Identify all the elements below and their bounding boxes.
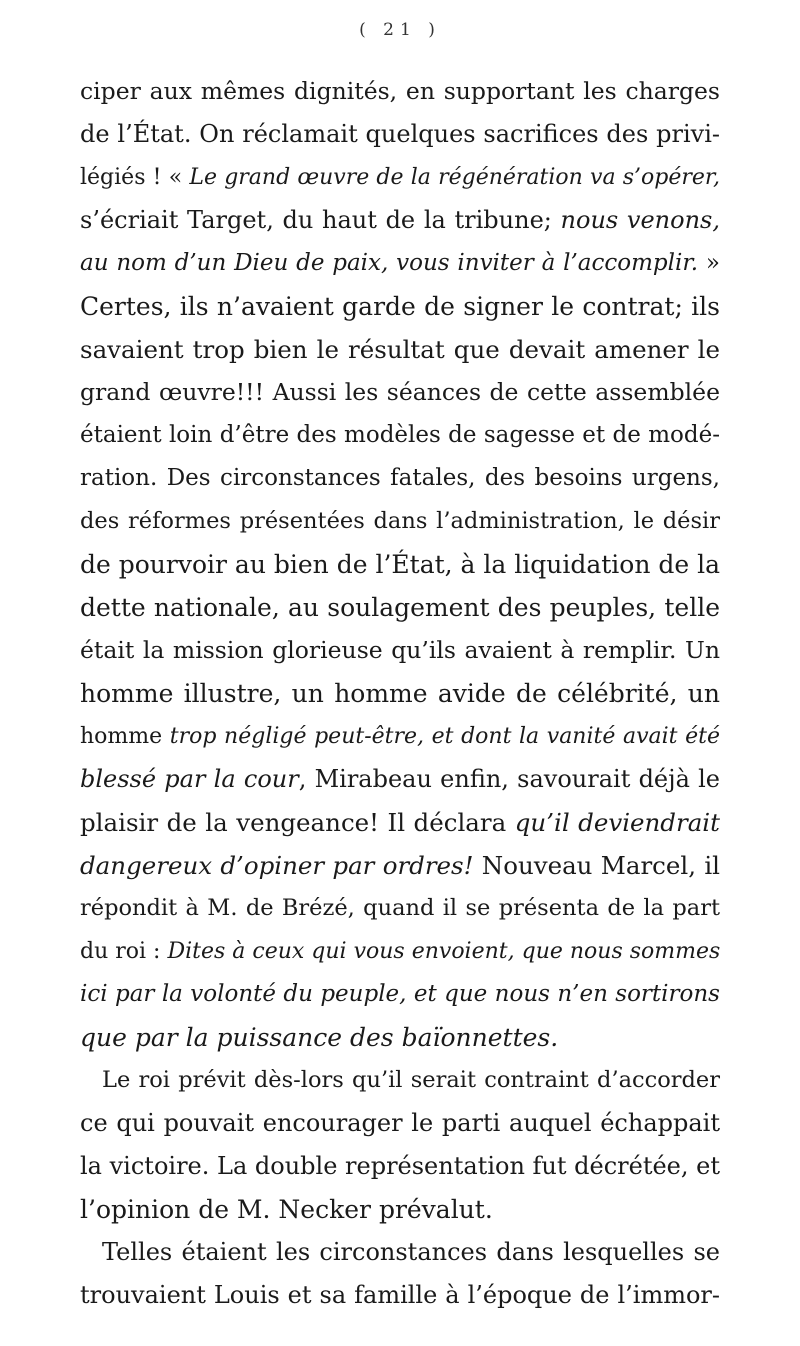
text-segment: s’écriait Target, du haut de la tribune; bbox=[80, 206, 561, 234]
text-line bbox=[80, 414, 720, 457]
text-line-content bbox=[80, 844, 720, 887]
text-line-content bbox=[80, 715, 720, 758]
text-line bbox=[80, 887, 720, 930]
text-line bbox=[80, 457, 720, 500]
text-line bbox=[80, 715, 720, 758]
text-segment: légiés ! « bbox=[80, 165, 190, 190]
text-line-content bbox=[80, 1016, 720, 1059]
text-segment: la victoire. La double représentation fut décrétée, et bbox=[80, 1152, 720, 1180]
text-line-content bbox=[80, 500, 720, 543]
italic-text: dangereux d’opiner par ordres! bbox=[80, 851, 474, 880]
text-line-content bbox=[80, 371, 720, 414]
text-line-content bbox=[80, 930, 720, 973]
text-line-content bbox=[80, 1145, 720, 1188]
text-segment: ciper aux mêmes dignités, en supportant les charges bbox=[80, 77, 720, 105]
text-segment: Le roi prévit dès-lors qu’il serait contraint d’accorder bbox=[102, 1067, 720, 1093]
text-line-content bbox=[102, 1059, 720, 1102]
text-segment: ce qui pouvait encourager le parti auquel échappait bbox=[80, 1109, 720, 1137]
text-line bbox=[80, 844, 720, 887]
text-segment: des réformes présentées dans l’administration, le désir bbox=[80, 508, 720, 534]
text-line bbox=[80, 199, 720, 242]
text-segment: dette nationale, au soulagement des peuples, telle bbox=[80, 593, 720, 622]
text-line bbox=[80, 801, 720, 844]
text-line-content bbox=[102, 1231, 720, 1274]
text-line-content bbox=[80, 973, 720, 1016]
text-line-content bbox=[80, 672, 720, 715]
text-line-content bbox=[80, 1274, 720, 1317]
text-line bbox=[80, 371, 720, 414]
text-line bbox=[80, 629, 720, 672]
italic-text: au nom d’un Dieu de paix, vous inviter à l’accomplir. bbox=[80, 250, 699, 276]
text-line-content bbox=[80, 629, 720, 672]
text-segment: Nouveau Marcel, il bbox=[473, 851, 720, 880]
text-line bbox=[80, 758, 720, 801]
text-segment: répondit à M. de Brézé, quand il se présenta de la part bbox=[80, 895, 720, 921]
text-line-content bbox=[80, 285, 720, 328]
text-line-content bbox=[80, 199, 720, 242]
text-line bbox=[80, 242, 720, 285]
text-segment: étaient loin d’être des modèles de sagesse et de modé- bbox=[80, 422, 720, 448]
text-line bbox=[80, 70, 720, 113]
italic-text: que par la puissance des baïonnettes. bbox=[80, 1023, 559, 1052]
italic-text: blessé par la cour bbox=[80, 765, 299, 793]
text-line-content bbox=[80, 758, 720, 801]
text-line bbox=[80, 586, 720, 629]
text-segment: l’opinion de M. Necker prévalut. bbox=[80, 1195, 493, 1224]
text-line bbox=[80, 973, 720, 1016]
text-line-content bbox=[80, 1102, 720, 1145]
text-line-content bbox=[80, 801, 720, 844]
text-line bbox=[80, 672, 720, 715]
text-line bbox=[80, 500, 720, 543]
text-line bbox=[80, 285, 720, 328]
italic-text: trop négligé peut-être, et dont la vanité avait été bbox=[169, 724, 720, 749]
text-line-content bbox=[80, 242, 720, 285]
text-segment: trouvaient Louis et sa famille à l’époque de l’immor- bbox=[80, 1281, 720, 1309]
text-line bbox=[80, 1274, 720, 1317]
text-line bbox=[80, 1016, 720, 1059]
text-segment: était la mission glorieuse qu’ils avaient à remplir. Un bbox=[80, 636, 720, 664]
text-line-content bbox=[80, 543, 720, 586]
text-segment: du roi : bbox=[80, 939, 168, 964]
text-segment: homme illustre, un homme avide de célébrité, un bbox=[80, 679, 720, 708]
text-line-content bbox=[80, 457, 720, 500]
text-line bbox=[80, 113, 720, 156]
text-line-content bbox=[80, 113, 720, 156]
page-number: ( 21 ) bbox=[359, 20, 441, 40]
text-segment: Certes, ils n’avaient garde de signer le contrat; ils bbox=[80, 292, 720, 321]
italic-text: ici par la volonté du peuple, et que nous n’en sortirons bbox=[80, 981, 720, 1007]
text-line-content bbox=[80, 328, 720, 371]
text-segment: , Mirabeau enfin, savourait déjà le bbox=[298, 765, 720, 793]
text-line-content bbox=[80, 414, 720, 457]
text-line-content bbox=[80, 156, 720, 199]
body-text bbox=[80, 70, 720, 1317]
text-line-content bbox=[80, 887, 720, 930]
text-line bbox=[80, 1059, 720, 1102]
text-segment: grand œuvre!!! Aussi les séances de cette assemblée bbox=[80, 378, 720, 406]
text-line bbox=[80, 930, 720, 973]
text-line bbox=[80, 1145, 720, 1188]
text-segment: Telles étaient les circonstances dans lesquelles se bbox=[102, 1238, 720, 1266]
text-line bbox=[80, 543, 720, 586]
text-segment: » bbox=[698, 250, 720, 276]
text-line bbox=[80, 156, 720, 199]
text-segment: de l’État. On réclamait quelques sacrifices des privi- bbox=[80, 120, 720, 148]
italic-text: nous venons, bbox=[560, 206, 720, 234]
text-segment: ration. Des circonstances fatales, des besoins urgens, bbox=[80, 465, 720, 491]
text-line-content bbox=[80, 1188, 720, 1231]
text-segment: homme bbox=[80, 724, 170, 749]
italic-text: qu’il deviendrait bbox=[514, 808, 720, 837]
text-line-content bbox=[80, 586, 720, 629]
text-line bbox=[80, 1231, 720, 1274]
text-segment: plaisir de la vengeance! Il déclara bbox=[80, 808, 515, 837]
italic-text: Dites à ceux qui vous envoient, que nous sommes bbox=[167, 939, 721, 964]
text-line bbox=[80, 1102, 720, 1145]
text-segment: de pourvoir au bien de l’État, à la liquidation de la bbox=[80, 550, 721, 579]
italic-text: Le grand œuvre de la régénération va s’opérer, bbox=[189, 165, 721, 190]
text-line-content bbox=[80, 70, 720, 113]
text-segment: savaient trop bien le résultat que devait amener le bbox=[80, 335, 720, 364]
text-line bbox=[80, 328, 720, 371]
text-line bbox=[80, 1188, 720, 1231]
